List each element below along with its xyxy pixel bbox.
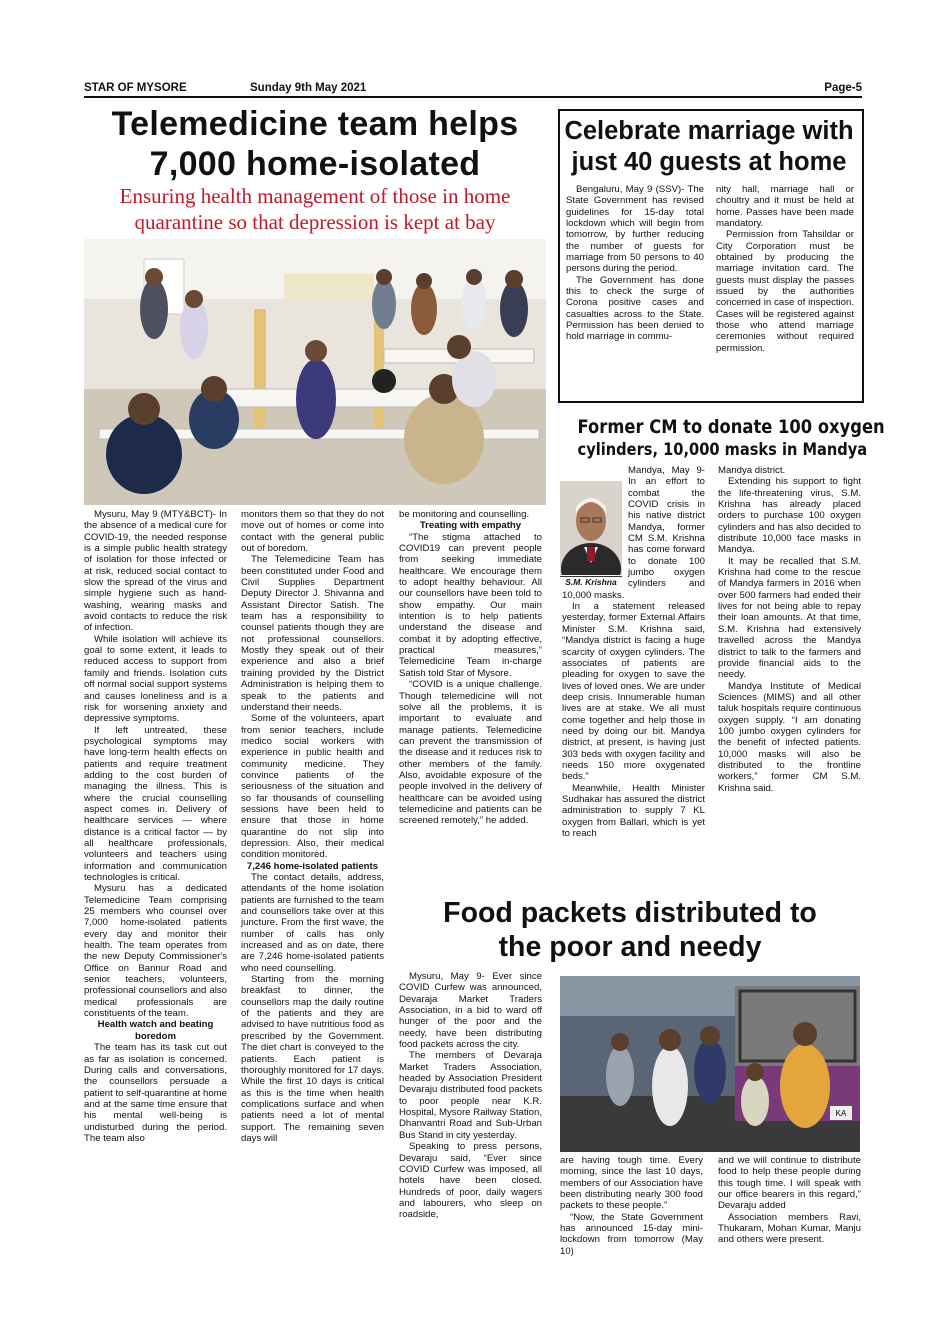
portrait-caption: S.M. Krishna [560, 576, 622, 587]
food-headline-line2: the poor and needy [498, 931, 762, 963]
marriage-headline-line2: just 40 guests at home [571, 148, 847, 176]
tele-paragraph: “The stigma attached to COVID19 can prevent people from seeking immediate healthcare. We encourage them to adopt healthy behaviour. All our counsellors have been told to show empathy. Our main intention is to help patients understand the disease and combat it by adopting effective, practical measures,” Telemedicine Team in-charge Satish told Star of Mysore. [399, 531, 542, 679]
tele-paragraph: The Telemedicine Team has been constituted under Food and Civil Supplies Department Deputy Director J. Shivanna and Assistant Director Satish. The team has a responsibility to counsel patients though they are not professional counsellors. Mostly they speak out of their experience and also a brief training provided by the District Administration is helping them to speak to the patients and understand their needs. [241, 554, 384, 713]
number-plate: KA [835, 1109, 847, 1118]
tele-column-3 [399, 509, 542, 827]
oxygen-column-2 [718, 465, 861, 794]
tele-subhead [80, 183, 550, 235]
food-distribution-photo [560, 976, 860, 1152]
tele-paragraph: Some of the volunteers, apart from senior teachers, include medico social workers with experience in public health and community medicine. They convince patients of the seriousness of the situation and so far thousands of counselling sessions have been held to ensure that those in home quarantine do not slip into depression. Also, their medical condition monitored. [241, 713, 384, 861]
tele-paragraph: “COVID is a unique challenge. Though telemedicine will not solve all the problems, it is important to evaluate and manage patients. Telemedicine can prevent the transmission of the disease and it reduces risk to other members of the family. Also, avoidable exposure of the people involved in the delivery of healthcare can be avoided using telemedicine and patients can be screened remotely,” he added. [399, 679, 542, 827]
oxygen-paragraph: It may be recalled that S.M. Krishna had come to the rescue of Mandya farmers in 2016 when over 500 farmers had ended their lives for not being able to repay their loan amounts. At that time, S.M. Krishna had extensively travelled across the Mandya district to talk to the farmers and provide financial aids to the needy. [718, 555, 861, 681]
marriage-headline-line1: Celebrate marriage with [564, 117, 854, 145]
food-column-1 [399, 971, 542, 1221]
tele-paragraph: monitors them so that they do not move out of homes or come into contact with the general public out of boredom. [241, 509, 384, 555]
oxygen-paragraph: Mandya Institute of Medical Sciences (MIMS) and all other taluk hospitals require continuous oxygen supply. “I am donating 100 jumbo oxygen cylinders for the benefit of infected patients. 10,000 masks will also be distributed to the frontline workers,” former CM S.M. Krishna said. [718, 680, 861, 794]
food-headline [396, 896, 864, 964]
marriage-paragraph: Bengaluru, May 9 (SSV)- The State Government has revised guidelines for 15-day total lockdown which will begin from tomorrow, by further reducing the number of guests for marriage from 50 persons to 40 persons during the period. [566, 184, 704, 275]
tele-headline [80, 104, 550, 184]
tele-paragraph: Mysuru, May 9 (MTY&BCT)- In the absence of a medical cure for COVID-19, the needed response is a simple public health strategy of isolation for those infected or at risk, reduced social contact to slow the spread of the virus and simple hygiene such as hand-washing, wearing masks and avoid contacts to reduce the risk of infection. [84, 509, 227, 634]
tele-paragraph: The contact details, address, attendants of the home isolation patients are furnished to the team and counsellors take over at this juncture. From the first wave, the number of calls has only increased and as on date, there are 7,246 home-isolated patients who need counselling. [241, 872, 384, 974]
food-headline-line1: Food packets distributed to [443, 897, 817, 929]
tele-subheading-empathy: Treating with empathy [419, 520, 522, 532]
food-paragraph: Mysuru, May 9- Ever since COVID Curfew was announced, Devaraja Market Traders Association, in a bid to ward off hunger of the poor and the needy, have been distributing food packets across the city. [399, 971, 542, 1051]
oxygen-lead-paragraph [562, 465, 705, 601]
oxygen-headline-line1: Former CM to donate 100 oxygen [577, 416, 885, 438]
oxygen-headline-line2: cylinders, 10,000 masks in Mandya [577, 440, 868, 460]
oxygen-headline [556, 415, 885, 461]
food-column-3 [718, 1155, 861, 1246]
tele-column-1 [84, 509, 227, 1144]
issue-date: Sunday 9th May 2021 [250, 82, 367, 94]
tele-subhead-line2: quarantine so that depression is kept at bay [134, 210, 496, 234]
oxygen-column-1 [562, 465, 705, 839]
paper-name: STAR OF MYSORE [84, 82, 187, 94]
marriage-paragraph: The Government has done this to check the surge of Corona positive cases and casualties across to the State. Permission has been denied to hold marriage in commu- [566, 274, 704, 343]
tele-paragraph: While isolation will achieve its goal to some extent, it leads to reduced access to support from family and friends. Isolation cuts off normal social support systems and causes loneliness and is a risk for worsening anxiety and depressive symptoms. [84, 633, 227, 725]
oxygen-paragraph: In a statement released yesterday, former External Affairs Minister S.M. Krishna said, “Mandya district is facing a huge scarcity of oxygen cylinders. The associates of patients are pleading for oxygen to save the lives of loved ones. We are under deep crisis. Innumerable human lives are at stake. We all must come together and help those in need by doing our bit. Mandya district, at present, is having just 303 beds with oxygen facility and needs 150 more oxygenated beds.” [562, 601, 705, 783]
food-paragraph: Speaking to press persons, Devaraju said, “Ever since COVID Curfew was imposed, all hotels have been closed. Hundreds of poor, daily wagers and labourers, who sleep on roadside, [399, 1141, 542, 1221]
tele-subheading-patients: 7,246 home-isolated patients [246, 860, 379, 872]
masthead-rule [84, 96, 862, 98]
food-paragraph: Association members Ravi, Thukaram, Mohan Kumar, Manju and others were present. [718, 1211, 861, 1246]
oxygen-paragraph: Extending his support to fight the life-threatening virus, S.M. Krishna has already placed orders to purchase 100 oxygen cylinders and has also decided to distribute 10,000 face masks in Mandya. [718, 476, 861, 556]
marriage-paragraph: nity hall, marriage hall or choultry and it must be held at home. Passes have been made mandatory. [716, 184, 854, 230]
tele-subheading-health-watch: Health watch and beating boredom [97, 1019, 214, 1042]
telemedicine-office-photo [84, 239, 546, 505]
tele-paragraph: Starting from the morning breakfast to dinner, the counsellors map the daily routine of the patients and they are advised to have nutritious food as prescribed by the Government. The diet chart is conveyed to the patients. Each patient is thoroughly monitored for 17 days. While the first 10 days is critical as this is the time when health complications surface and when patients need a lot of mental support. The remaining seven days will [241, 974, 384, 1144]
tele-column-2 [241, 509, 384, 1144]
food-paragraph: “Now, the State Government has announced 15-day mini-lockdown from tomorrow (May 10) [560, 1211, 703, 1257]
marriage-headline [560, 116, 858, 178]
food-paragraph: are having tough time. Every morning, since the last 10 days, members of our Association have been distributing nearly 300 food packets to these people.” [560, 1155, 703, 1212]
tele-headline-line1: Telemedicine team helps [111, 105, 519, 143]
food-column-2 [560, 1155, 703, 1257]
marriage-column-2 [716, 184, 854, 354]
oxygen-paragraph: Mandya district. [718, 465, 786, 476]
page-number: Page-5 [824, 82, 862, 94]
oxygen-paragraph: Meanwhile, Health Minister Sudhakar has assured the district administration to supply 7 KL oxygen from Ballari, which is yet to reach [562, 782, 705, 839]
tele-paragraph: The team has its task cut out as far as isolation is concerned. During calls and conversations, the counsellors persuade a patient to self-quarantine at home and at the same time ensure that his mental well-being is undisturbed during the period. The team also [84, 1042, 227, 1144]
tele-paragraph: If left untreated, these psychological symptoms may have long-term health effects on patients and require treatment adding to the cost burden of managing the illness. This is where the crucial counselling aspect comes in. Delivery of healthcare services — where distance is a critical factor — by all healthcare professionals, volunteers and teachers using information and communication technologies is critical. [84, 724, 227, 883]
tele-paragraph: be monitoring and counselling. [399, 509, 530, 520]
food-paragraph: The members of Devaraja Market Traders Association, headed by Association President Devaraju distributed food packets to poor people near K.R. Hospital, Mysore Railway Station, Dhanvantri Road and Sub-Urban Bus Stand in city yesterday. [399, 1050, 542, 1141]
marriage-column-1 [566, 184, 704, 343]
tele-subhead-line1: Ensuring health management of those in home [119, 184, 511, 208]
tele-headline-line2: 7,000 home-isolated [149, 145, 481, 183]
tele-paragraph: Mysuru has a dedicated Telemedicine Team comprising 25 members who counsel over 7,000 home-isolated patients every day and monitor their health. The team operates from the new Deputy Commissioner's Office on Bannur Road and senior teachers, volunteers, professional counsellors and also medical professionals are constituents of the team. [84, 883, 227, 1020]
food-paragraph: and we will continue to distribute food to help these people during this tough time. I will speak with our office bearers in this regard,” Devaraju added [718, 1155, 861, 1212]
marriage-paragraph: Permission from Tahsildar or City Corporation must be obtained by producing the marriage invitation card. The guests must display the passes issued by the authorities concerned in case of inspection. Cases will be registered against those who attend marriage ceremonies without required permission. [716, 229, 854, 354]
portrait-float-spacer [562, 465, 628, 589]
oxygen-lead-text: Mandya, May 9- In an effort to combat the COVID crisis in his native district Mandya, former CM S.M. Krishna has come forward to donate 100 jumbo oxygen cylinders and 10,000 masks. [562, 465, 705, 601]
